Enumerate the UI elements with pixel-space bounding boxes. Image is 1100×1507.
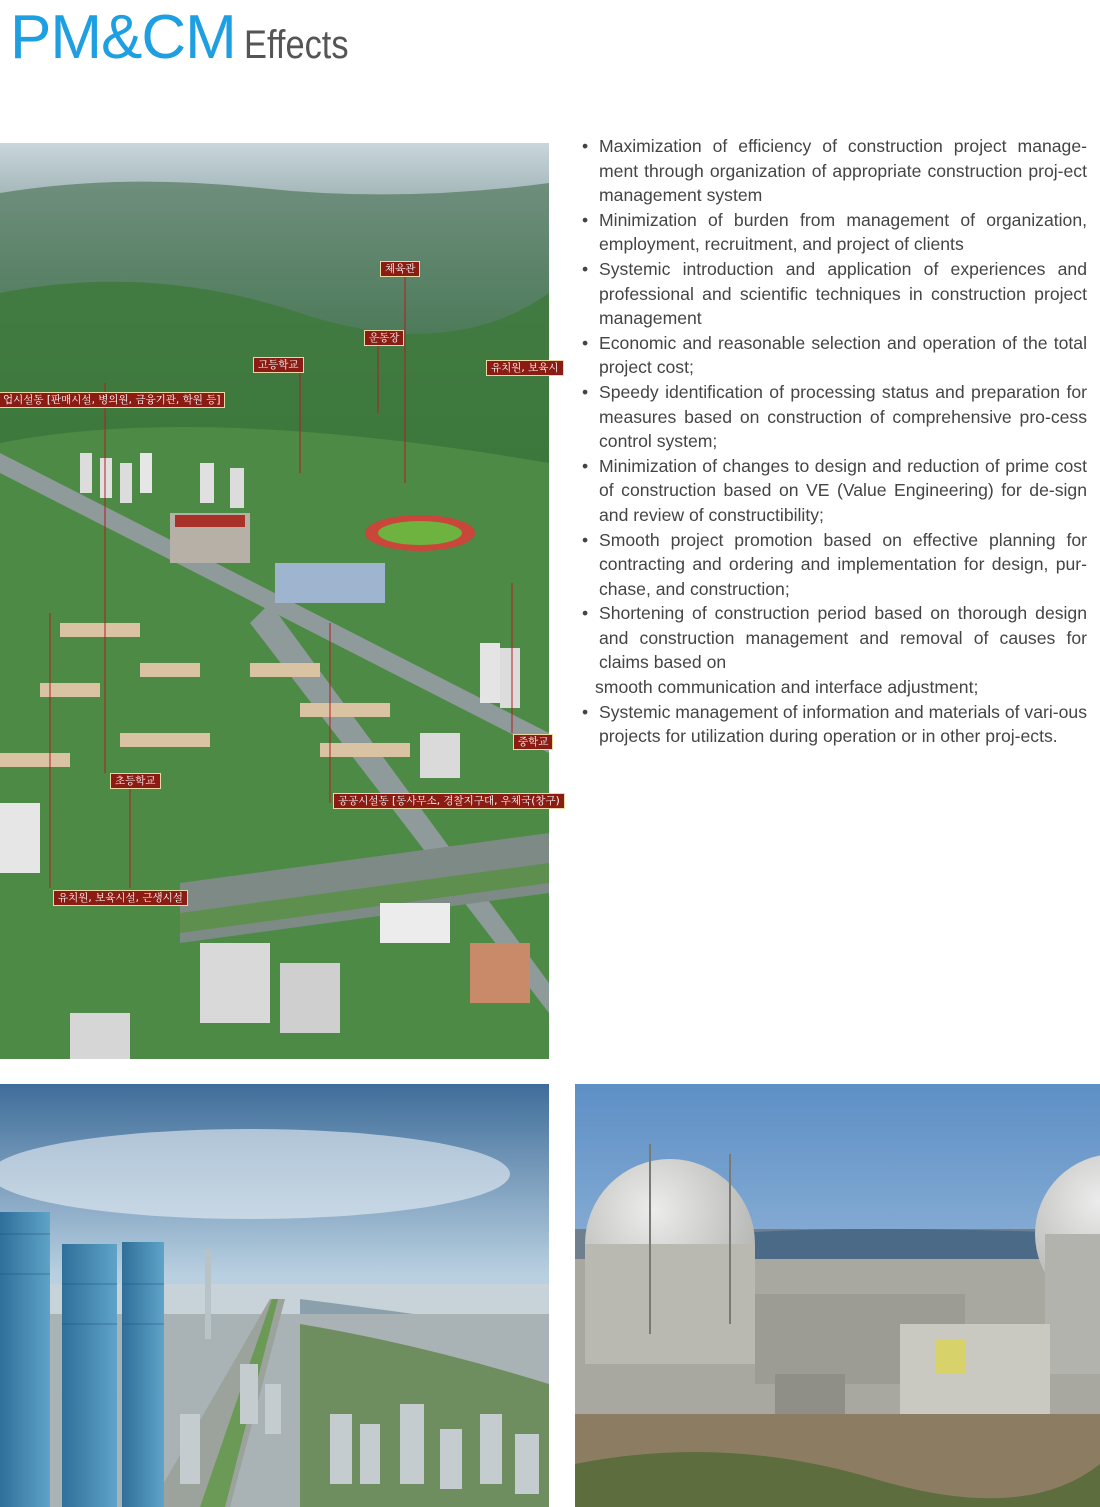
city-skyline-image [0, 1084, 549, 1507]
effect-item: • Systemic introduction and application of experiences and professional and scientific techniques in construction project management [582, 257, 1087, 331]
aerial-label-kindergarten-right: 유치원, 보육시 [486, 360, 564, 376]
title-sub: Effects [243, 23, 349, 67]
power-plant-image [575, 1084, 1100, 1507]
aerial-label-kindergarten-bottom: 유치원, 보육시설, 근생시설 [53, 890, 188, 906]
aerial-development-image [0, 143, 560, 1059]
effect-item: • Minimization of burden from management of organization, employment, recruitment, and project of clients [582, 208, 1087, 257]
aerial-label-elementary-school: 초등학교 [110, 773, 161, 789]
effect-item: • Systemic management of information and materials of vari-ous projects for utilization during operation or in other proj-ects. [582, 700, 1087, 749]
effect-item: • Smooth project promotion based on effective planning for contracting and ordering and implementation for design, pur-chase, and construction; [582, 528, 1087, 602]
effect-item-continuation: smooth communication and interface adjustment; [595, 677, 979, 698]
effect-item: • Speedy identification of processing status and preparation for measures based on construction of comprehensive pro-cess control system; [582, 380, 1087, 454]
aerial-label-public-facilities: 공공시설동 [동사무소, 경찰지구대, 우체국(창구) [333, 793, 565, 809]
aerial-label-gymnasium: 체육관 [380, 261, 420, 277]
title-main: PM&CM [10, 3, 236, 72]
effect-item: • Economic and reasonable selection and operation of the total project cost; [582, 331, 1087, 380]
effect-item: • Shortening of construction period based on thorough design and construction management and removal of causes for claims based on [582, 601, 1087, 675]
effect-item: • Minimization of changes to design and reduction of prime cost of construction based on VE (Value Engineering) for de-sign and review of constructibility; [582, 454, 1087, 528]
aerial-label-high-school: 고등학교 [253, 357, 304, 373]
effects-list [582, 134, 1087, 749]
aerial-label-commercial-facilities: 업시설동 [판매시설, 병의원, 금융기관, 학원 등] [0, 392, 225, 408]
aerial-label-middle-school: 중학교 [513, 734, 553, 750]
effect-item: • Maximization of efficiency of construction project manage-ment through organization of appropriate construction proj-ect management system [582, 134, 1087, 208]
page-title [10, 2, 365, 73]
aerial-label-sports-field: 운동장 [364, 330, 404, 346]
